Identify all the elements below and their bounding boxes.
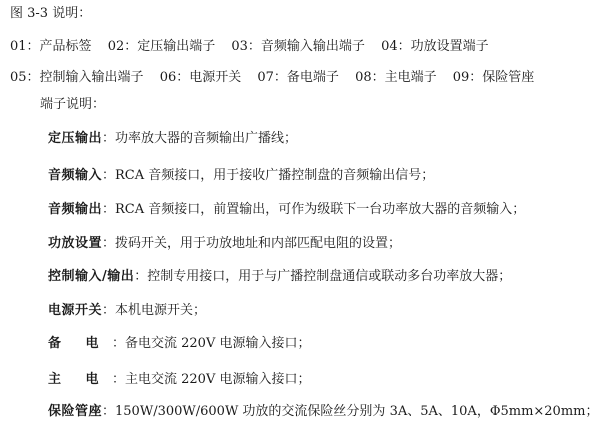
terminal-row-amp-settings bbox=[48, 235, 401, 253]
terminal-desc: ：拨码开关，用于功放地址和内部匹配电阻的设置； bbox=[102, 236, 402, 251]
terminal-row-control-io bbox=[48, 268, 511, 286]
parts-list-line-1 bbox=[10, 38, 489, 56]
terminal-row-power-switch bbox=[48, 302, 206, 320]
terminal-desc: ：主电交流 220V 电源输入接口； bbox=[112, 372, 311, 387]
part-03: 03：音频输入输出端子 bbox=[231, 39, 365, 54]
part-04: 04：功放设置端子 bbox=[381, 39, 489, 54]
terminal-row-audio-output bbox=[48, 201, 525, 219]
terminal-term bbox=[48, 335, 112, 353]
terminal-term-char-2: 电 bbox=[85, 372, 100, 387]
terminal-term: 定压输出 bbox=[48, 131, 103, 146]
terminal-term: 音频输入 bbox=[48, 168, 103, 183]
terminal-term: 电源开关 bbox=[48, 303, 103, 318]
terminal-term: 控制输入/输出 bbox=[48, 269, 135, 284]
terminal-term-char-2: 电 bbox=[85, 336, 100, 351]
parts-list-line-2 bbox=[10, 69, 534, 87]
terminal-desc: ：本机电源开关； bbox=[102, 303, 207, 318]
terminal-desc: ：RCA 音频接口，用于接收广播控制盘的音频输出信号； bbox=[102, 168, 435, 183]
terminal-term: 音频输出 bbox=[48, 202, 103, 217]
terminal-desc: ：150W/300W/600W 功放的交流保险丝分别为 3A、5A、10A，Φ5mm×20mm； bbox=[102, 404, 599, 419]
terminal-term-char-1: 备 bbox=[48, 336, 62, 351]
figure-caption: 图 3-3 说明： bbox=[10, 6, 92, 21]
terminal-term: 功放设置 bbox=[48, 236, 103, 251]
terminal-desc: ：功率放大器的音频输出广播线； bbox=[102, 131, 298, 146]
terminal-section-title: 端子说明： bbox=[40, 97, 106, 112]
terminal-desc: ：RCA 音频接口，前置输出，可作为级联下一台功率放大器的音频输入； bbox=[102, 202, 526, 217]
terminal-row-audio-input bbox=[48, 167, 434, 185]
terminal-desc: ：控制专用接口，用于与广播控制盘通信或联动多台功率放大器； bbox=[134, 269, 512, 284]
part-07: 07：备电端子 bbox=[257, 70, 339, 85]
part-02: 02：定压输出端子 bbox=[107, 39, 216, 54]
part-09: 09：保险管座 bbox=[452, 70, 535, 85]
terminal-row-fuse-holder bbox=[48, 403, 599, 421]
part-08: 08：主电端子 bbox=[355, 70, 437, 85]
terminal-term-char-1: 主 bbox=[48, 372, 62, 387]
part-01: 01：产品标签 bbox=[10, 39, 92, 54]
terminal-row-rated-voltage-output bbox=[48, 130, 297, 148]
part-05: 05：控制输入输出端子 bbox=[10, 70, 144, 85]
terminal-term bbox=[48, 371, 112, 389]
terminal-row-backup-power bbox=[48, 335, 310, 353]
part-06: 06：电源开关 bbox=[159, 70, 242, 85]
terminal-desc: ：备电交流 220V 电源输入接口； bbox=[112, 336, 311, 351]
terminal-term: 保险管座 bbox=[48, 404, 103, 419]
terminal-row-main-power bbox=[48, 371, 310, 389]
